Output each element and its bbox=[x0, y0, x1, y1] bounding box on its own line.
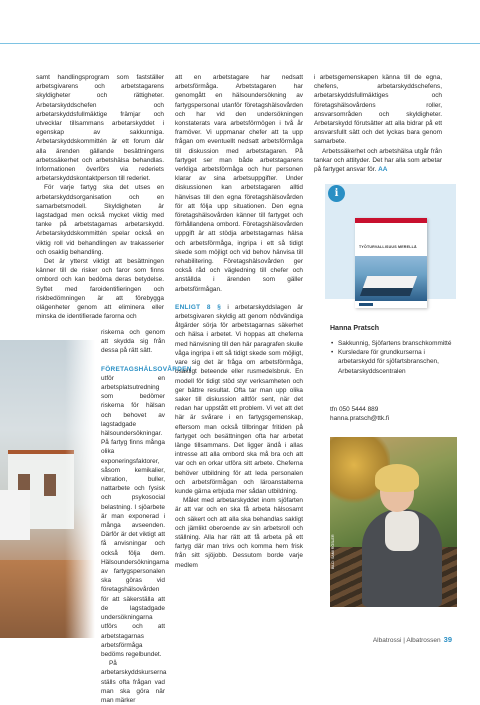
paragraph: Målet med arbetarskyddet inom sjöfarten är att var och en ska få arbeta hälsosamt och säkert och att alla ska behandlas sakligt och jämlikt oberoende av sin arbetsroll och ställning. Alla har rätt att få arbeta på ett fartyg där man trivs och komma hem frisk från sitt sjöjobb. Dessutom borde varje medlem bbox=[175, 497, 303, 569]
book-cover-image bbox=[355, 218, 427, 308]
paragraph: riskerna och genom att skydda sig från dessa på rätt sätt. bbox=[101, 329, 165, 355]
paragraph: På arbetarskyddskurserna ställs ofta frågan vad man ska göra när man märker bbox=[101, 660, 167, 704]
end-mark: AA bbox=[378, 166, 388, 174]
page-number: 39 bbox=[443, 635, 452, 644]
photo-credit: BILD: SAMI RÖSLER bbox=[331, 534, 335, 569]
list-item: • Kursledare för grundkurserna i arbetarskydd för sjöfartsbranschen, Arbetarskyddscentralen bbox=[330, 348, 460, 376]
hair-shape bbox=[375, 464, 419, 492]
article-column-3 bbox=[314, 73, 442, 174]
contact-info bbox=[330, 405, 389, 423]
publisher-logo-icon bbox=[359, 303, 373, 306]
header-rule bbox=[0, 43, 480, 44]
paragraph: i arbetsgemenskapen känna till de egna, chefens, arbetarskyddschefens, arbetarskyddsfullmäktiges och företagshälsovårdens roller, ansvarsområden och skyldigheter. Arbetarskydd förutsätter att alla bidrar på ett ansvarsfullt sätt och det lyckas bara genom samarbete. bbox=[314, 74, 442, 146]
author-roles bbox=[330, 339, 460, 376]
page-footer bbox=[373, 635, 452, 644]
building-shape bbox=[0, 490, 30, 540]
publication-name: Albatrossi | Albatrossen bbox=[372, 637, 441, 644]
section-heading: FÖRETAGSHÄLSOVÅRDEN bbox=[101, 365, 192, 373]
author-name: Hanna Pratsch bbox=[330, 325, 380, 332]
paragraph: att en arbetstagare har nedsatt arbetsförmåga. Arbetstagaren har genomgått en hälsoundersökning av fartygspersonal utanför företagshälsovården och har vid den undersökningen konstaterats vara arbetsförmögen i två år framöver. Vi uppmanar chefer att ta upp frågan om eventuellt nedsatt arbetsförmåga till diskussion med arbetstagaren. På fartyget ser man både arbetstagarens verkliga arbetsförmåga och hur personen klarar av sina arbetsuppgifter. Under diskussionen kan arbetstagaren alltid hänvisas till den egna företagshälsovården för att följa upp situationen. Den egna företagshälsovården känner till fartyget och förhållandena ombord. Företagshälsovården uppgift är att stödja arbetstagarnas hälsa och arbetsförmåga, ingripa i ett så tidigt skede som möjligt och vid behov hänvisa till rehabilitering. Företagshälsovården ger också råd och vägledning till chefer och anställda i ärenden som gäller arbetsförmågan. bbox=[175, 74, 303, 293]
paragraph: Det är ytterst viktigt att besättningen känner till de risker och faror som finns ombord och kan bedöma deras betydelse. Syftet med faroidentifieringen och riskbedömningen är att förebygga olägenheter genom att eliminera eller minska de identifierade farorna och bbox=[36, 258, 164, 321]
scarf-shape bbox=[385, 511, 419, 551]
ship-icon bbox=[355, 256, 427, 301]
list-item: • Sakkunnig, Sjöfartens branschkommitté bbox=[330, 339, 460, 348]
paragraph: i arbetarskyddslagen är arbetsgivaren skyldig att genom nödvändiga åtgärder sörja för arbetstagarnas säkerhet och hälsa i arbetet. Vi hoppas att cheferna med hänvisning till den här paragrafen skulle våga ingripa i ett så tidigt skede som möjligt, vare sig det är fråga om arbetsförmåga, osakligt beteende eller rusmedelsbruk. En modell för tidigt stöd styr verksamheten och ger bättre resultat. Ofta tar man upp olika saker till diskussion alltför sent, när det redan har uppstått ett problem. Vi vet att det här är svårare i en fartygsgemenskap, eftersom man också tillbringar fritiden på fartyget och besättningen ofta har arbetat länge tillsammans. Det ligger ändå i allas intresse att alla ombord ska må bra och att var och en orkar utföra sitt arbete. Cheferna behöver utbildning för att leda personalen och arbetsförmågan och läroanstalterna kunde gärna erbjuda mer sådan utbildning. bbox=[175, 303, 304, 495]
article-column-2 bbox=[175, 73, 303, 570]
paragraph: samt handlingsprogram som fastställer arbetsgivarens och arbetstagarens skyldigheter och rättigheter. Arbetarskyddschefen och arbetarskyddsfullmäktige främjar och utvecklar tillsammans arbetarskyddet i egenskap av sakkunniga. Arbetarskyddskommittén är ett forum där alla ärenden gällande besättningens arbetssäkerhet och arbetshälsa behandlas. Informationen överförs via rederiets arbetarskyddskontaktperson till rederiet. bbox=[36, 74, 164, 183]
article-column-1 bbox=[36, 73, 164, 321]
paragraph: För varje fartyg ska det utses en arbetarskyddsorganisation och en samarbetsmodell. Skyldigheten är lagstadgad men också mycket viktig med tanke på arbetstagarnas arbetarskydd. Arbetarskyddskommittén spelar också en viktig roll vid behandlingen av trakasserier och osaklig behandling. bbox=[36, 184, 164, 256]
article-column-1-narrow bbox=[101, 328, 192, 705]
book-stripe bbox=[355, 218, 427, 223]
paragraph: utför en arbetsplatsutredning som bedömer riskerna för hälsan och behovet av lagstadgade hälsoundersökningar. På fartyg finns många olika exponeringsfaktorer, såsom kemikalier, vibration, buller, nattarbete och fysisk och psykosocial belastning. I sjöarbete är man exponerad i många avseenden. Därför är det viktigt att få anvisningar och också följa dem. Hälsoundersökningarna av fartygspersonalen ska göras vid företagshälsovården för att säkerställa att de lagstadgade undersökningarna utförs och att arbetstagarnas arbetsförmåga bedöms regelbundet. bbox=[101, 374, 169, 658]
email-address: hanna.pratsch@ttk.fi bbox=[330, 415, 390, 423]
phone-number: tfn 050 5444 889 bbox=[330, 406, 379, 413]
info-icon: i bbox=[328, 185, 345, 202]
book-title: TYÖTURVALLISUUS MERELLÄ bbox=[359, 245, 417, 249]
portrait-photo bbox=[330, 437, 457, 607]
paragraph: Arbetssäkerhet och arbetshälsa utgår från tankar och attityder. Det har alla som arbetar på fartyget ansvar för. bbox=[314, 147, 442, 174]
lead-in-heading: ENLIGT 8 § bbox=[175, 303, 222, 311]
harbor-background-image bbox=[0, 340, 95, 638]
image-fade bbox=[65, 340, 95, 638]
